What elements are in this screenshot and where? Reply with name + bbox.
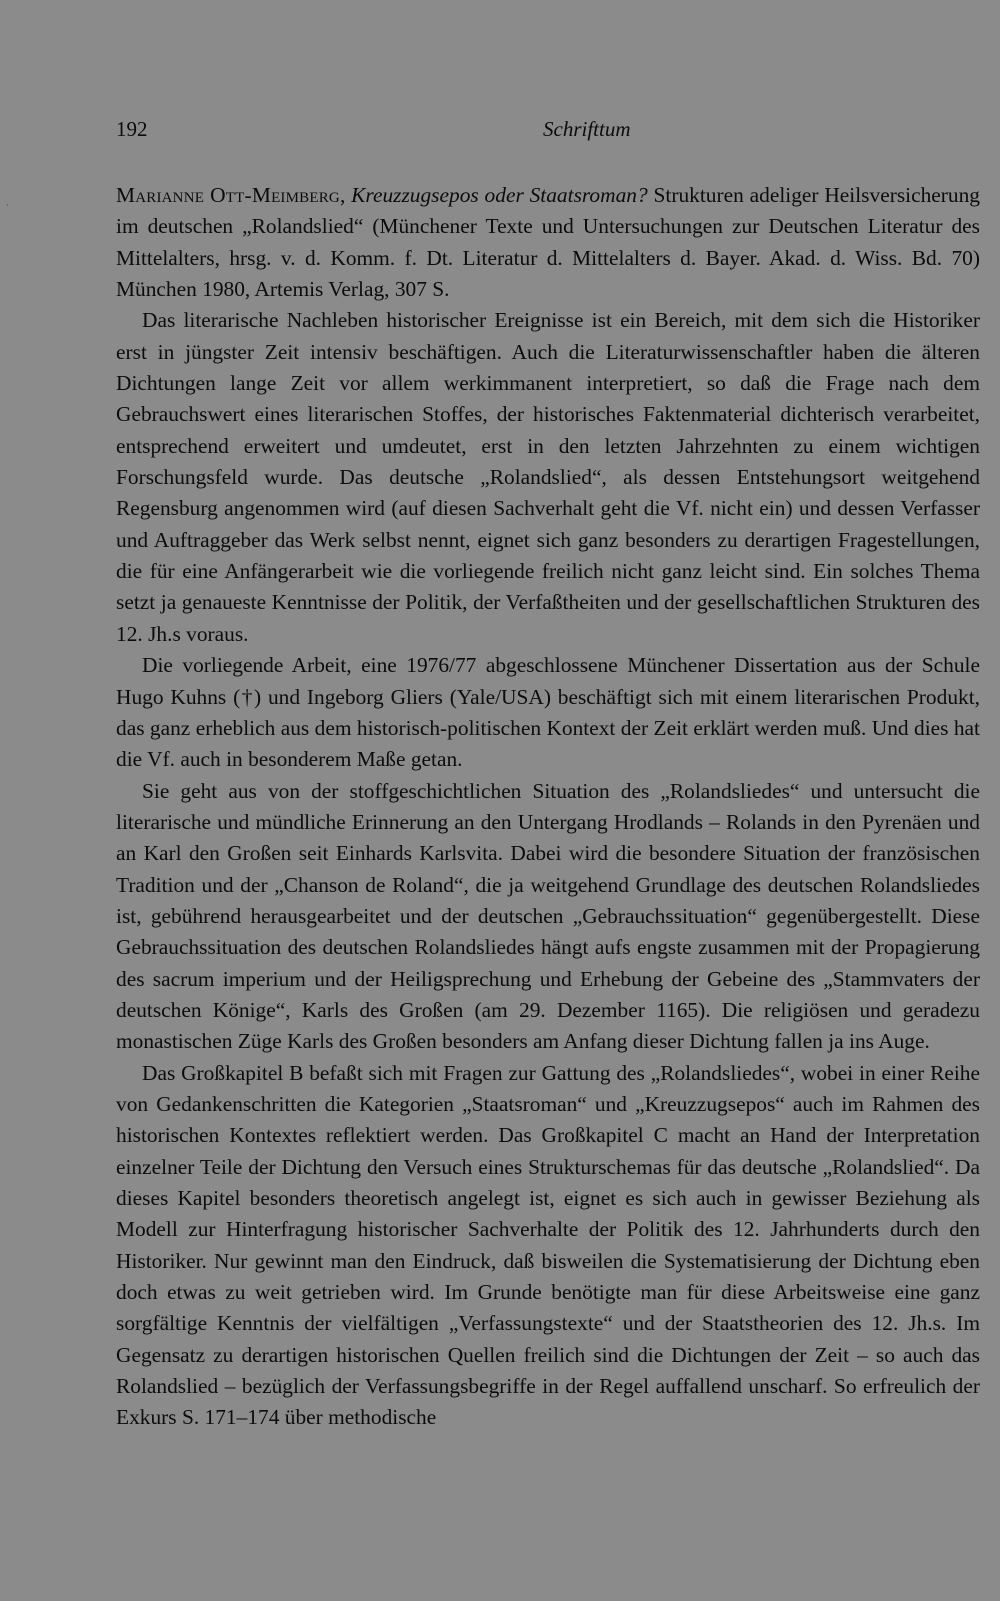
paragraph: Sie geht aus von der stoffgeschichtlichen Situation des „Rolandsliedes“ und untersucht die literarische und mündliche Erinnerung an den Untergang Hrodlands – Rolands in den Pyrenäen und an Karl den Großen seit Einhards Karlsvita. Dabei wird die besondere Situation der französischen Tradition und der „Chanson de Roland“, die ja weitgehend Grundlage des deutschen Rolandsliedes ist, gebührend herausgearbeitet und der deutschen „Gebrauchssituation“ gegenübergestellt. Diese Gebrauchssituation des deutschen Rolandsliedes hängt aufs engste zusammen mit der Propagierung des sacrum imperium und der Heiligsprechung und Erhebung der Gebeine des „Stammvaters der deutschen Könige“, Karls des Großen (am 29. Dezember 1165). Die religiösen und geradezu monastischen Züge Karls des Großen besonders am Anfang dieser Dichtung fallen ja ins Auge. xyxy=(116,778,980,1054)
bibliographic-entry xyxy=(116,180,980,305)
review-text xyxy=(116,180,980,1434)
entry-separator: , xyxy=(339,183,352,207)
publication-details: Strukturen adeliger Heilsversicherung im deutschen „Rolandslied“ (Münchener Texte und Untersuchungen zur Deutschen Literatur des Mittelalters, hrsg. v. d. Komm. f. Dt. Literatur d. Mittelalters d. Bayer. Akad. d. Wiss. Bd. 70) München 1980, Artemis Verlag, 307 S. xyxy=(116,183,980,302)
margin-speck: ` xyxy=(6,203,9,213)
page-number: 192 xyxy=(116,117,148,141)
running-title: Schrifttum xyxy=(543,117,631,141)
book-title: Kreuzzugsepos oder Staatsroman? xyxy=(351,183,648,207)
running-head xyxy=(116,114,980,144)
paragraph: Die vorliegende Arbeit, eine 1976/77 abgeschlossene Münchener Dissertation aus der Schule Hugo Kuhns (†) und Ingeborg Gliers (Yale/USA) beschäftigt sich mit einem literarischen Produkt, das ganz erheblich aus dem historisch-politischen Kontext der Zeit erklärt werden muß. Und dies hat die Vf. auch in besonderem Maße getan. xyxy=(116,653,980,772)
author-name: Marianne Ott-Meimberg xyxy=(116,183,340,207)
paragraph: Das literarische Nachleben historischer Ereignisse ist ein Bereich, mit dem sich die Historiker erst in jüngster Zeit intensiv beschäftigen. Auch die Literaturwissenschaftler haben die älteren Dichtungen lange Zeit vor allem werkimmanent interpretiert, so daß die Frage nach dem Gebrauchswert eines literarischen Stoffes, der historisches Faktenmaterial dichterisch verarbeitet, entsprechend erweitert und umdeutet, erst in den letzten Jahrzehnten zu einem wichtigen Forschungsfeld wurde. Das deutsche „Rolandslied“, als dessen Entstehungsort weitgehend Regensburg angenommen wird (auf diesen Sachverhalt geht die Vf. nicht ein) und dessen Verfasser und Auftraggeber das Werk selbst nennt, eignet sich ganz besonders zu derartigen Fragestellungen, die für eine Anfängerarbeit wie die vorliegende freilich nicht ganz leicht sind. Ein solches Thema setzt ja genaueste Kenntnisse der Politik, der Verfaßtheiten und der gesellschaftlichen Strukturen des 12. Jh.s voraus. xyxy=(116,308,980,646)
paragraph: Das Großkapitel B befaßt sich mit Fragen zur Gattung des „Rolandsliedes“, wobei in einer Reihe von Gedankenschritten die Kategorien „Staatsroman“ und „Kreuzzugsepos“ auch im Rahmen des historischen Kontextes reflektiert werden. Das Großkapitel C macht an Hand der Interpretation einzelner Teile der Dichtung den Versuch eines Strukturschemas für das deutsche „Rolandslied“. Da dieses Kapitel besonders theoretisch angelegt ist, eignet es sich auch in gewisser Beziehung als Modell zur Hinterfragung historischer Sachverhalte der Politik des 12. Jahrhunderts durch den Historiker. Nur gewinnt man den Eindruck, daß bisweilen die Systematisierung der Dichtung eben doch etwas zu weit getrieben wird. Im Grunde benötigte man für diese Arbeitsweise eine ganz sorgfältige Kenntnis der vielfältigen „Verfassungstexte“ und der Staatstheorien des 12. Jh.s. Im Gegensatz zu derartigen historischen Quellen freilich sind die Dichtungen der Zeit – so auch das Rolandslied – bezüglich der Verfassungsbegriffe in der Regel auffallend unscharf. So erfreulich der Exkurs S. 171–174 über methodische xyxy=(116,1060,980,1430)
